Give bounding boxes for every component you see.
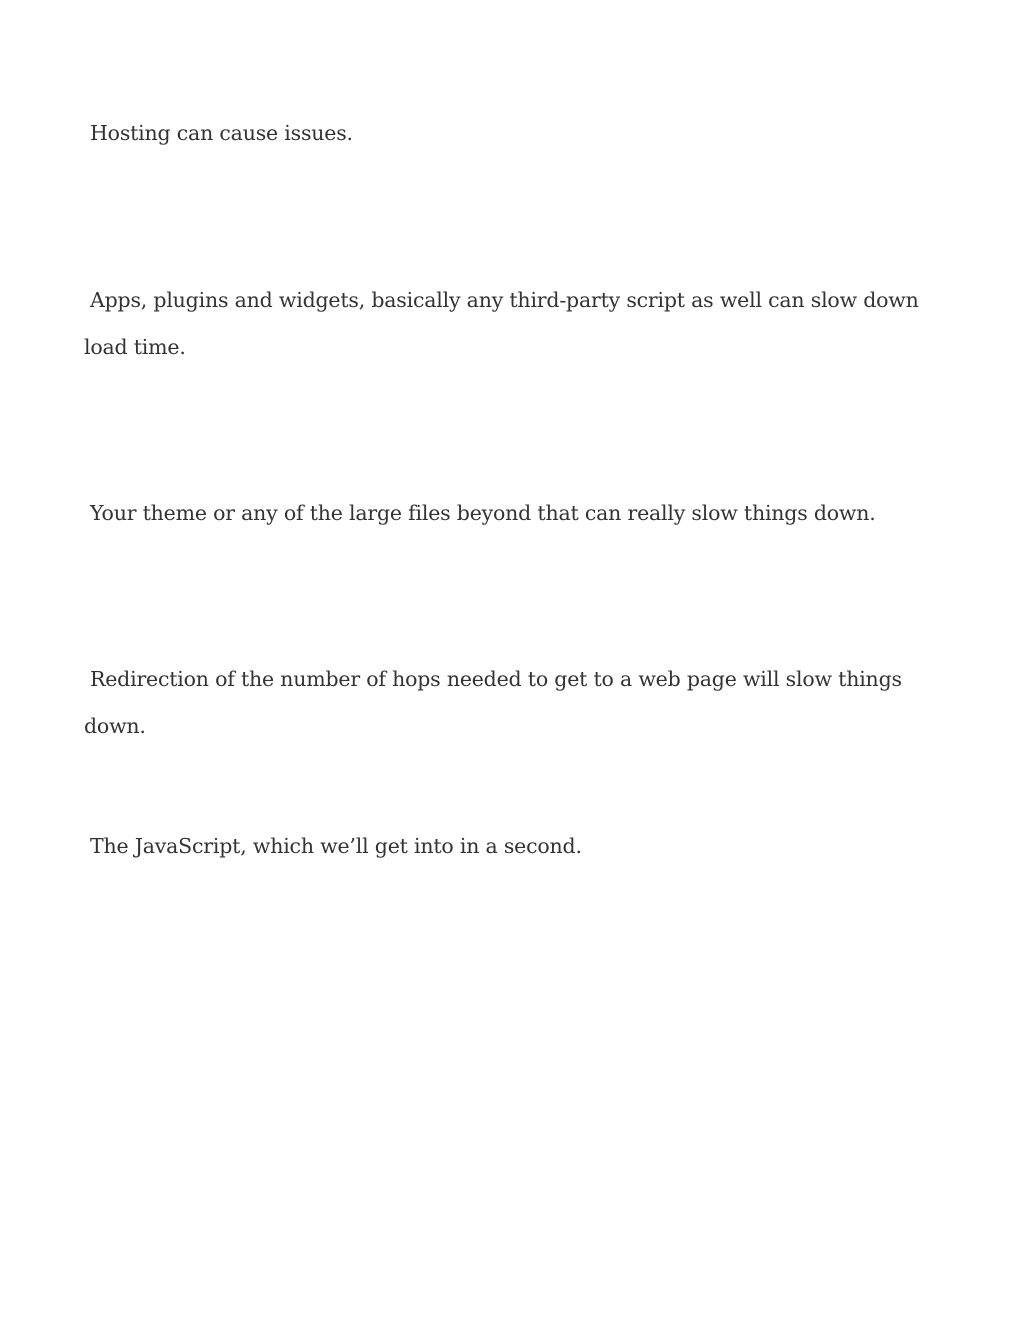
paragraph-javascript: The JavaScript, which we’ll get into in a second. (90, 834, 582, 858)
paragraph-redirection: Redirection of the number of hops needed to get to a web page will slow things down. (84, 667, 902, 738)
paragraph-third-party-scripts: Apps, plugins and widgets, basically any third-party script as well can slow down load time. (84, 288, 919, 359)
paragraph-theme-large-files: Your theme or any of the large files beyond that can really slow things down. (90, 501, 876, 525)
paragraph-hosting: Hosting can cause issues. (90, 121, 353, 145)
